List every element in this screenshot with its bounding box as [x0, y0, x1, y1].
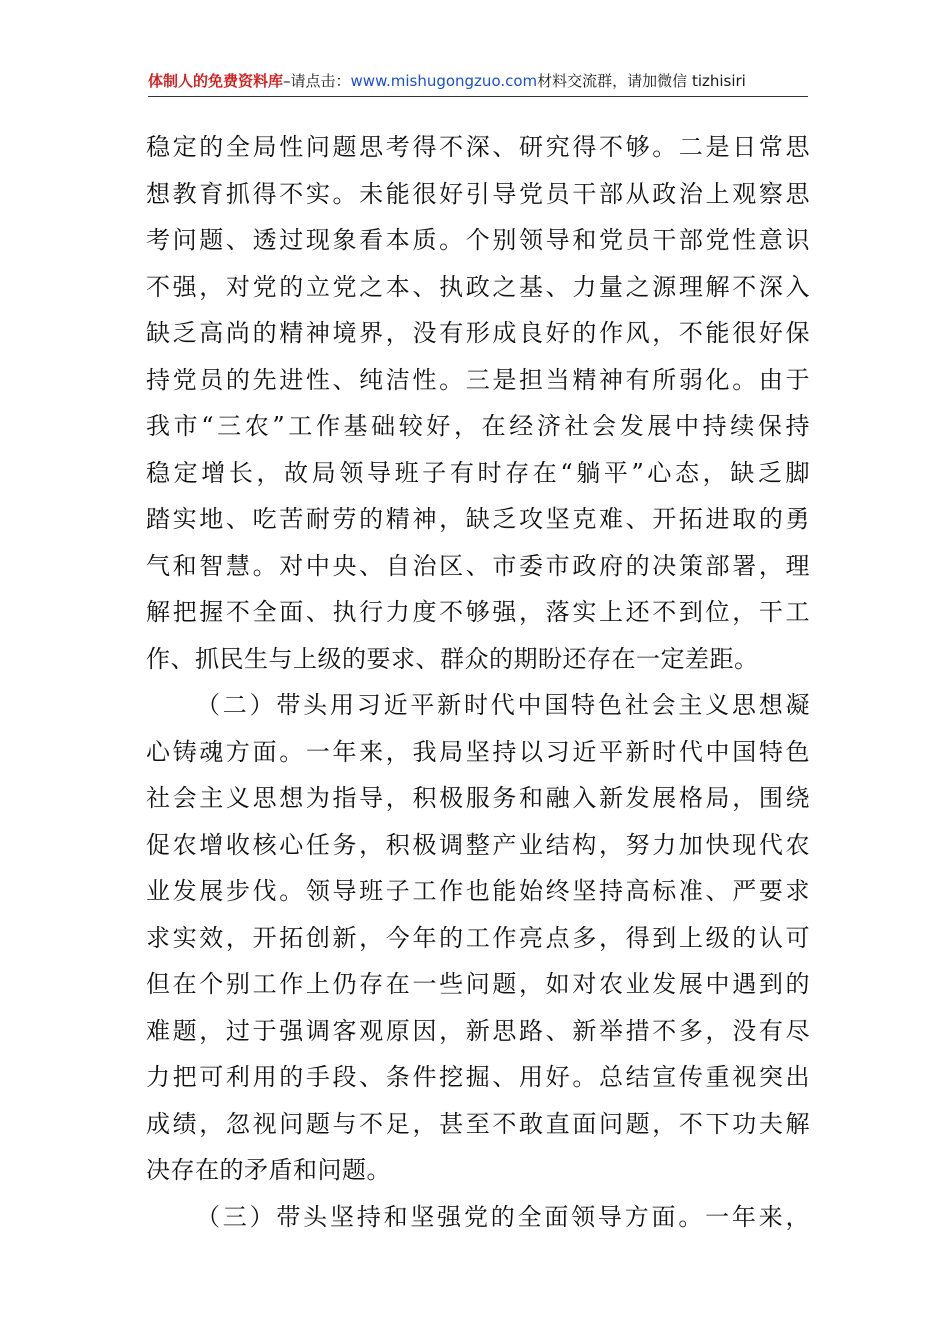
- body-line: 解把握不全面、执行力度不够强，落实上还不到位，干工: [146, 598, 810, 626]
- body-line: 持党员的先进性、纯洁性。三是担当精神有所弱化。由于: [146, 365, 810, 394]
- body-line: 考问题、透过现象看本质。个别领导和党员干部党性意识: [146, 226, 810, 254]
- body-line: 作、抓民生与上级的要求、群众的期盼还存在一定差距。: [146, 644, 759, 673]
- header-prompt: –请点击：: [283, 72, 351, 90]
- body-line: 缺乏高尚的精神境界，没有形成良好的作风，不能很好保: [146, 319, 810, 347]
- section-heading-line: （三）带头坚持和坚强党的全面领导方面。一年来，: [196, 1202, 810, 1231]
- document-body: [146, 124, 810, 1240]
- body-line: 社会主义思想为指导，积极服务和融入新发展格局，围绕: [146, 784, 810, 812]
- body-line: 踏实地、吃苦耐劳的精神，缺乏攻坚克难、开拓进取的勇: [146, 505, 810, 533]
- body-line: 但在个别工作上仍存在一些问题，如对农业发展中遇到的: [146, 970, 810, 998]
- body-line: 稳定的全局性问题思考得不深、研究得不够。二是日常思: [146, 133, 810, 161]
- body-line: 气和智慧。对中央、自治区、市委市政府的决策部署，理: [146, 551, 810, 580]
- body-line: 成绩，忽视问题与不足，甚至不敢直面问题，不下功夫解: [146, 1109, 810, 1138]
- body-line: 想教育抓得不实。未能很好引导党员干部从政治上观察思: [146, 179, 810, 208]
- body-line: 力把可利用的手段、条件挖掘、用好。总结宣传重视突出: [146, 1063, 810, 1091]
- body-line: 不强，对党的立党之本、执政之基、力量之源理解不深入: [146, 272, 810, 301]
- header-tail: 材料交流群，请加微信 tizhisiri: [537, 72, 746, 90]
- body-line: 业发展步伐。领导班子工作也能始终坚持高标准、严要求: [146, 877, 810, 905]
- header-brand: 体制人的免费资料库: [148, 72, 284, 90]
- body-line: 我市“三农”工作基础较好，在经济社会发展中持续保持: [146, 412, 810, 440]
- body-line: 稳定增长，故局领导班子有时存在“躺平”心态，缺乏脚: [146, 458, 810, 487]
- header-url-link[interactable]: www.mishugongzuo.com: [350, 72, 538, 90]
- body-line: 决存在的矛盾和问题。: [146, 1156, 391, 1184]
- body-line: 求实效，开拓创新，今年的工作亮点多，得到上级的认可: [146, 923, 810, 952]
- page-header: [148, 70, 808, 97]
- body-line: 心铸魂方面。一年来，我局坚持以习近平新时代中国特色: [146, 737, 810, 766]
- body-line: 促农增收核心任务，积极调整产业结构，努力加快现代农: [146, 830, 810, 859]
- section-heading-line: （二）带头用习近平新时代中国特色社会主义思想凝: [196, 691, 810, 719]
- body-line: 难题，过于强调客观原因，新思路、新举措不多，没有尽: [146, 1016, 810, 1045]
